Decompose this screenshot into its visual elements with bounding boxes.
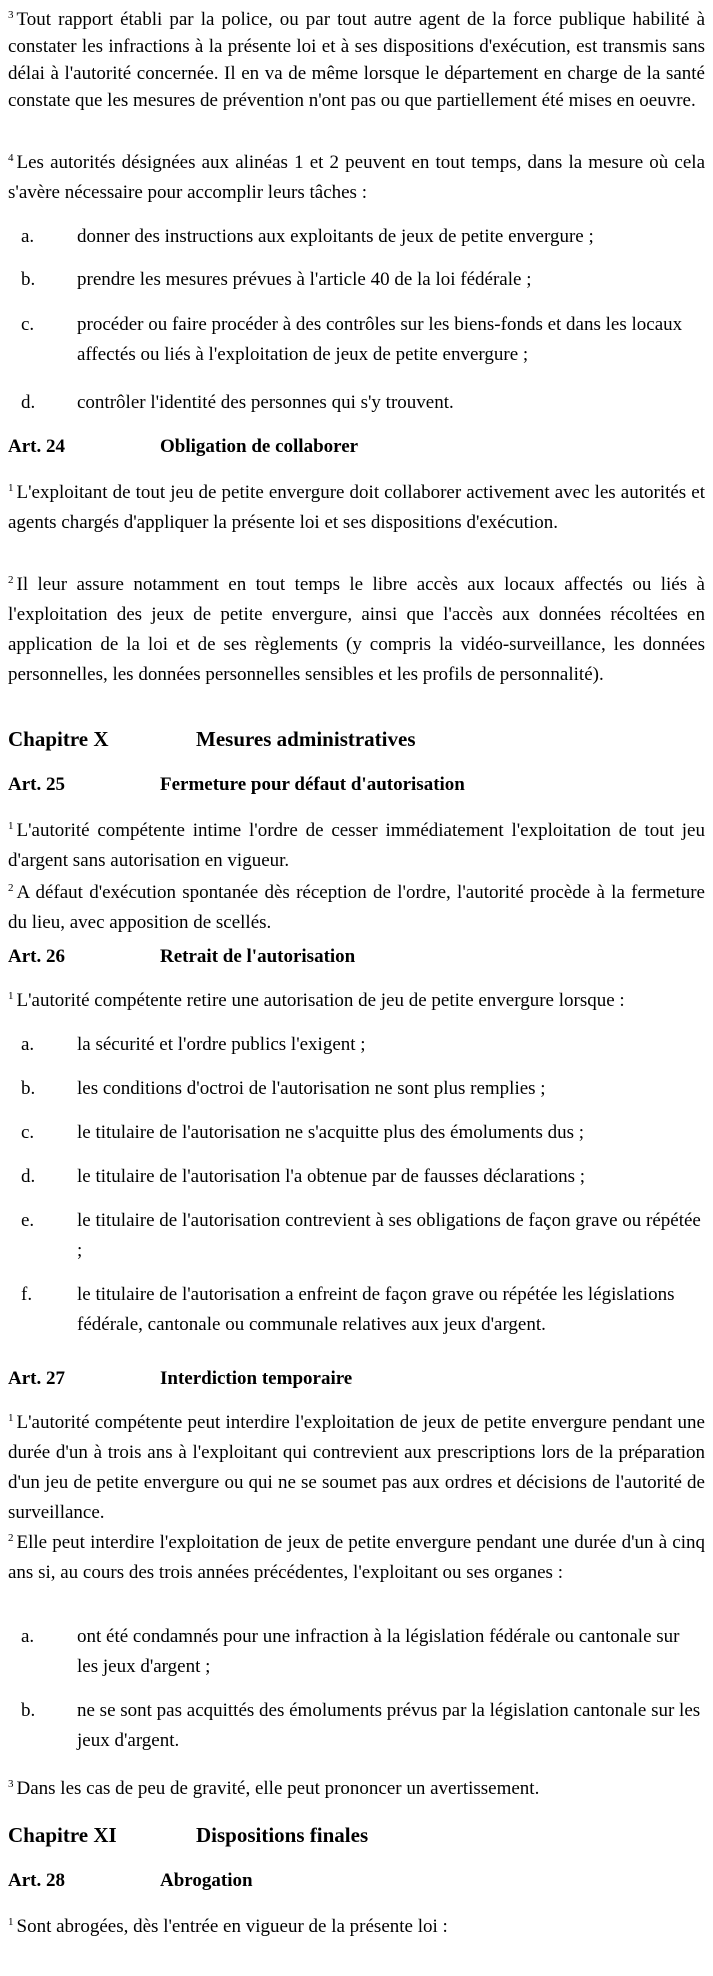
list-letter: c. — [21, 1122, 35, 1143]
article-title: Fermeture pour défaut d'autorisation — [160, 774, 465, 795]
article-title: Interdiction temporaire — [160, 1368, 353, 1389]
paragraph-text: L'exploitant de tout jeu de petite envergure doit collaborer activement avec les autorités et agents chargés d'appliquer la présente loi et ses dispositions d'exécution. — [8, 482, 705, 533]
paragraph-text: Il leur assure notamment en tout temps le libre accès aux locaux affectés ou liés à l'exploitation des jeux de petite envergure, ainsi que l'accès aux données récoltées en application de la loi et de ses règlements (y compris la vidéo-surveillance, les données personnelles, les données personnelles sensibles et les profils de personnalité). — [8, 574, 705, 685]
paragraph-text: L'autorité compétente peut interdire l'exploitation de jeux de petite envergure pendant une durée d'un à trois ans à l'exploitant qui contrevient aux prescriptions lors de la préparation d'un jeu de petite envergure ou qui ne se soumet pas aux ordres et décisions de l'autorité de surveillance. — [8, 1412, 705, 1523]
paragraph-number: 3 — [8, 8, 14, 21]
paragraph-number: 1 — [8, 1411, 14, 1424]
chapter-title: Mesures administratives — [196, 727, 416, 751]
paragraph-text: Sont abrogées, dès l'entrée en vigueur de la présente loi : — [16, 1916, 448, 1937]
chapter-number: Chapitre XI — [8, 1823, 117, 1847]
list-letter: d. — [21, 1166, 36, 1187]
paragraph-number: 2 — [8, 1531, 14, 1544]
paragraph-number: 2 — [8, 881, 14, 894]
article-number: Art. 24 — [8, 436, 65, 457]
paragraph-number: 1 — [8, 989, 14, 1002]
list-letter: b. — [21, 1700, 36, 1721]
article-number: Art. 26 — [8, 946, 65, 967]
paragraph-text: Les autorités désignées aux alinéas 1 et 2 peuvent en tout temps, dans la mesure où cela s'avère nécessaire pour accomplir leurs tâches : — [8, 152, 705, 203]
paragraph-art27-al3 — [8, 1774, 705, 1804]
paragraph-art24-al1 — [8, 478, 705, 538]
paragraph-number: 1 — [8, 1915, 14, 1928]
list-text: donner des instructions aux exploitants de jeux de petite envergure ; — [77, 226, 594, 247]
paragraph-text: Dans les cas de peu de gravité, elle peut prononcer un avertissement. — [16, 1778, 540, 1799]
list-letter: f. — [21, 1284, 33, 1305]
paragraph-text: A défaut d'exécution spontanée dès réception de l'ordre, l'autorité procède à la fermeture du lieu, avec apposition de scellés. — [8, 882, 705, 933]
list-text: ont été condamnés pour une infraction à la législation fédérale ou cantonale sur les jeux d'argent ; — [77, 1626, 680, 1677]
article-title: Retrait de l'autorisation — [160, 946, 356, 967]
paragraph-text: Elle peut interdire l'exploitation de jeux de petite envergure pendant une durée d'un à cinq ans si, au cours des trois années précédentes, l'exploitant ou ses organes : — [8, 1532, 705, 1583]
chapter-number: Chapitre X — [8, 727, 109, 751]
paragraph-art23-al4 — [8, 148, 705, 208]
list-letter: a. — [21, 1034, 35, 1055]
paragraph-art23-al3 — [8, 6, 705, 114]
list-letter: b. — [21, 1078, 36, 1099]
paragraph-text: L'autorité compétente retire une autorisation de jeu de petite envergure lorsque : — [16, 990, 625, 1011]
article-title: Abrogation — [160, 1870, 253, 1891]
list-text: le titulaire de l'autorisation a enfreint de façon grave ou répétée les législations fédérale, cantonale ou communale relatives aux jeux d'argent. — [77, 1284, 675, 1335]
list-text: prendre les mesures prévues à l'article 40 de la loi fédérale ; — [77, 269, 532, 290]
paragraph-art26-al1 — [8, 986, 705, 1016]
list-text: la sécurité et l'ordre publics l'exigent ; — [77, 1034, 366, 1055]
list-letter: a. — [21, 226, 35, 247]
paragraph-text: Tout rapport établi par la police, ou par tout autre agent de la force publique habilité à constater les infractions à la présente loi et à ses dispositions d'exécution, est transmis sans délai à l'autorité concernée. Il en va de même lorsque le département en charge de la santé constate que les mesures de prévention n'ont pas ou que partiellement été mises en oeuvre. — [8, 9, 705, 111]
list-letter: a. — [21, 1626, 35, 1647]
paragraph-art27-al1 — [8, 1408, 705, 1528]
paragraph-art27-al2 — [8, 1528, 705, 1588]
paragraph-art28-al1 — [8, 1912, 705, 1942]
list-text: le titulaire de l'autorisation l'a obtenue par de fausses déclarations ; — [77, 1166, 586, 1187]
list-letter: b. — [21, 269, 36, 290]
article-number: Art. 27 — [8, 1368, 65, 1389]
article-title: Obligation de collaborer — [160, 436, 359, 457]
paragraph-number: 4 — [8, 151, 14, 164]
paragraph-number: 1 — [8, 481, 14, 494]
list-text: le titulaire de l'autorisation contrevient à ses obligations de façon grave ou répétée ; — [77, 1210, 701, 1261]
paragraph-art24-al2 — [8, 570, 705, 690]
paragraph-number: 2 — [8, 573, 14, 586]
paragraph-art25-al2 — [8, 878, 705, 938]
list-letter: d. — [21, 392, 36, 413]
list-letter: e. — [21, 1210, 35, 1231]
list-letter: c. — [21, 314, 35, 335]
paragraph-number: 1 — [8, 819, 14, 832]
paragraph-number: 3 — [8, 1777, 14, 1790]
list-text: procéder ou faire procéder à des contrôles sur les biens-fonds et dans les locaux affectés ou liés à l'exploitation de jeux de petite envergure ; — [77, 314, 683, 365]
paragraph-text: L'autorité compétente intime l'ordre de cesser immédiatement l'exploitation de tout jeu d'argent sans autorisation en vigueur. — [8, 820, 705, 871]
article-number: Art. 25 — [8, 774, 65, 795]
list-text: contrôler l'identité des personnes qui s'y trouvent. — [77, 392, 454, 413]
list-text: le titulaire de l'autorisation ne s'acquitte plus des émoluments dus ; — [77, 1122, 585, 1143]
article-number: Art. 28 — [8, 1870, 65, 1891]
list-text: les conditions d'octroi de l'autorisation ne sont plus remplies ; — [77, 1078, 546, 1099]
paragraph-art25-al1 — [8, 816, 705, 876]
chapter-title: Dispositions finales — [196, 1823, 369, 1847]
list-text: ne se sont pas acquittés des émoluments prévus par la législation cantonale sur les jeux d'argent. — [77, 1700, 701, 1751]
